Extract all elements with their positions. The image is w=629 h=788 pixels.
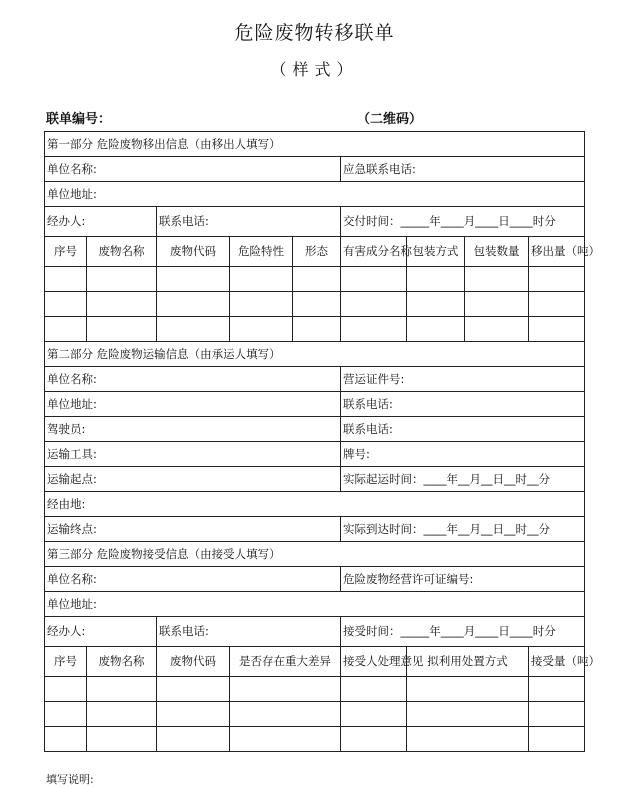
part2-origin-row bbox=[45, 467, 585, 492]
part2-vehicle-field[interactable]: 运输工具: bbox=[45, 442, 341, 467]
part1-unit-name-field[interactable]: 单位名称: bbox=[45, 157, 341, 182]
part1-header: 第一部分 危险废物移出信息（由移出人填写） bbox=[45, 132, 585, 157]
part3-data-row bbox=[45, 677, 585, 702]
page-title: 危险废物转移联单 bbox=[234, 22, 395, 44]
part2-unit-address-field[interactable]: 单位地址: bbox=[45, 392, 341, 417]
part3-header: 第三部分 危险废物接受信息（由接受人填写） bbox=[45, 542, 585, 567]
part2-vehicle-row bbox=[45, 442, 585, 467]
part3-col-major-difference: 是否存在重大差异 bbox=[230, 647, 341, 677]
part2-contact-phone-field[interactable]: 联系电话: bbox=[341, 392, 585, 417]
part2-via-row bbox=[45, 492, 585, 517]
part3-receive-time-field[interactable]: 接受时间：_____年____月____日____时分 bbox=[341, 617, 585, 647]
filling-instructions-label: 填写说明: bbox=[46, 773, 94, 786]
part1-data-row bbox=[45, 267, 585, 292]
part1-col-form: 形态 bbox=[293, 237, 341, 267]
part2-arrival-time-field[interactable]: 实际到达时间：____年__月__日__时__分 bbox=[341, 517, 585, 542]
part1-col-package-qty: 包装数量 bbox=[465, 237, 529, 267]
part2-via-field[interactable]: 经由地: bbox=[45, 492, 585, 517]
part1-unit-name-row bbox=[45, 157, 585, 182]
part1-col-hazard: 危险特性 bbox=[230, 237, 293, 267]
part1-handler-row bbox=[45, 207, 585, 237]
part1-unit-address-field[interactable]: 单位地址: bbox=[45, 182, 585, 207]
page-subtitle: （样式） bbox=[270, 60, 359, 79]
part2-driver-phone-field[interactable]: 联系电话: bbox=[341, 417, 585, 442]
part1-data-row bbox=[45, 317, 585, 342]
part3-col-seq: 序号 bbox=[45, 647, 87, 677]
part2-header-row bbox=[45, 342, 585, 367]
part1-delivery-time-field[interactable]: 交付时间：_____年____月____日____时分 bbox=[341, 207, 585, 237]
transfer-form-table bbox=[44, 131, 600, 752]
part2-unit-name-row bbox=[45, 367, 585, 392]
part1-data-row bbox=[45, 292, 585, 317]
part3-unit-address-row bbox=[45, 592, 585, 617]
part3-unit-name-field[interactable]: 单位名称: bbox=[45, 567, 341, 592]
part3-header-row bbox=[45, 542, 585, 567]
part3-unit-address-field[interactable]: 单位地址: bbox=[45, 592, 585, 617]
part3-data-row bbox=[45, 702, 585, 727]
part2-unit-address-row bbox=[45, 392, 585, 417]
part2-departure-time-field[interactable]: 实际起运时间：____年__月__日__时__分 bbox=[341, 467, 585, 492]
part1-col-quantity-out: 移出量（吨） bbox=[529, 237, 585, 267]
part2-header: 第二部分 危险废物运输信息（由承运人填写） bbox=[45, 342, 585, 367]
part1-column-header-row bbox=[45, 237, 585, 267]
part2-plate-field[interactable]: 牌号: bbox=[341, 442, 585, 467]
part2-origin-field[interactable]: 运输起点: bbox=[45, 467, 341, 492]
part1-emergency-phone-field[interactable]: 应急联系电话: bbox=[341, 157, 585, 182]
part3-contact-phone-field[interactable]: 联系电话: bbox=[157, 617, 341, 647]
part1-col-seq: 序号 bbox=[45, 237, 87, 267]
part1-handler-field[interactable]: 经办人: bbox=[45, 207, 157, 237]
part1-col-packaging: 包装方式 bbox=[407, 237, 465, 267]
part3-handler-row bbox=[45, 617, 585, 647]
part1-unit-address-row bbox=[45, 182, 585, 207]
part3-unit-name-row bbox=[45, 567, 585, 592]
part2-destination-field[interactable]: 运输终点: bbox=[45, 517, 341, 542]
part3-handler-field[interactable]: 经办人: bbox=[45, 617, 157, 647]
part3-col-waste-code: 废物代码 bbox=[157, 647, 230, 677]
part2-unit-name-field[interactable]: 单位名称: bbox=[45, 367, 341, 392]
part1-col-waste-code: 废物代码 bbox=[157, 237, 230, 267]
part2-destination-row bbox=[45, 517, 585, 542]
part2-driver-row bbox=[45, 417, 585, 442]
part3-col-disposal-method: 拟利用处置方式 bbox=[407, 647, 529, 677]
part3-data-row bbox=[45, 727, 585, 752]
part1-col-harmful-components: 有害成分名称 bbox=[341, 237, 407, 267]
part1-header-row bbox=[45, 132, 585, 157]
part2-license-field[interactable]: 营运证件号: bbox=[341, 367, 585, 392]
form-number-label: 联单编号： bbox=[46, 112, 112, 127]
part3-permit-field[interactable]: 危险废物经营许可证编号: bbox=[341, 567, 585, 592]
part3-col-waste-name: 废物名称 bbox=[87, 647, 157, 677]
part1-contact-phone-field[interactable]: 联系电话: bbox=[157, 207, 341, 237]
part3-col-quantity-received: 接受量（吨） bbox=[529, 647, 585, 677]
part2-driver-field[interactable]: 驾驶员: bbox=[45, 417, 341, 442]
part3-col-receiver-opinion: 接受人处理意见 bbox=[341, 647, 407, 677]
qr-code-label: （二维码） bbox=[357, 112, 423, 127]
part3-column-header-row bbox=[45, 647, 585, 677]
part1-col-waste-name: 废物名称 bbox=[87, 237, 157, 267]
